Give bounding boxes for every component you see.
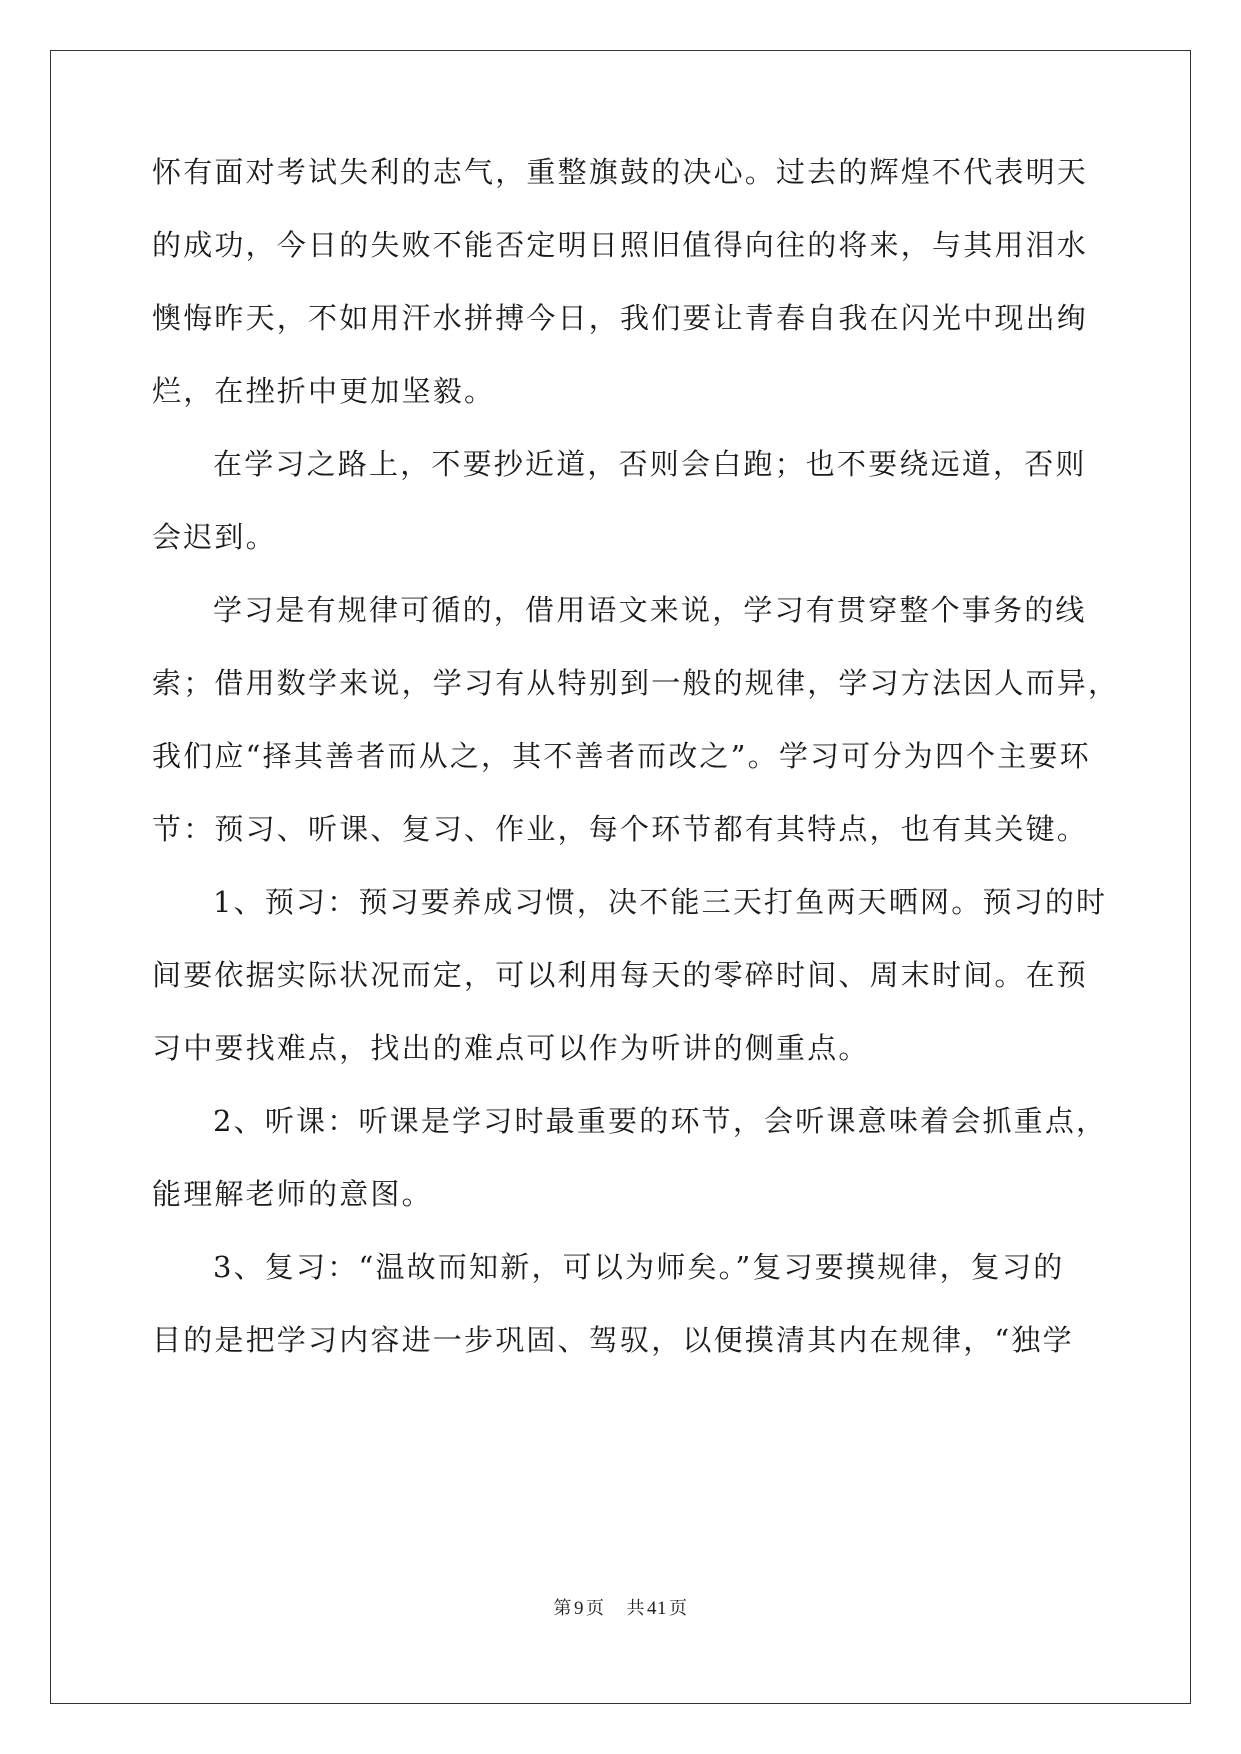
page-footer	[0, 1594, 1241, 1620]
total-suffix: 页	[669, 1598, 688, 1619]
text-line: 会迟到。	[152, 520, 277, 554]
text-line: 的成功，今日的失败不能否定明日照旧值得向往的将来，与其用泪水	[152, 228, 1089, 262]
text-line: 能理解老师的意图。	[152, 1177, 433, 1211]
text-line: 怀有面对考试失利的志气，重整旗鼓的决心。过去的辉煌不代表明天	[152, 155, 1089, 189]
paragraph-first-line: 1、预习：预习要养成习惯，决不能三天打鱼两天晒网。预习的时	[213, 885, 1108, 919]
text-line: 我们应“择其善者而从之，其不善者而改之”。学习可分为四个主要环	[152, 739, 1091, 773]
paragraph-first-line: 在学习之路上，不要抄近道，否则会白跑；也不要绕远道，否则	[213, 447, 1087, 481]
page-suffix: 页	[586, 1598, 605, 1619]
text-line: 索；借用数学来说，学习有从特别到一般的规律，学习方法因人而异，	[152, 666, 1120, 700]
paragraph-first-line: 2、听课：听课是学习时最重要的环节，会听课意味着会抓重点，	[213, 1104, 1108, 1138]
page-prefix: 第	[553, 1598, 572, 1619]
text-line: 习中要找难点，找出的难点可以作为听讲的侧重点。	[152, 1031, 870, 1065]
text-line: 节：预习、听课、复习、作业，每个环节都有其特点，也有其关键。	[152, 812, 1089, 846]
text-line: 目的是把学习内容进一步巩固、驾驭，以便摸清其内在规律，“独学	[152, 1323, 1074, 1357]
text-line: 懊悔昨天，不如用汗水拼搏今日，我们要让青春自我在闪光中现出绚	[152, 301, 1089, 335]
paragraph-first-line: 学习是有规律可循的，借用语文来说，学习有贯穿整个事务的线	[213, 593, 1087, 627]
page-number: 9	[574, 1598, 584, 1619]
total-prefix: 共	[626, 1598, 645, 1619]
total-pages: 41	[647, 1598, 667, 1619]
text-line: 烂，在挫折中更加坚毅。	[152, 374, 496, 408]
paragraph-first-line: 3、复习：“温故而知新，可以为师矣。”复习要摸规律，复习的	[213, 1250, 1065, 1284]
text-line: 间要依据实际状况而定，可以利用每天的零碎时间、周末时间。在预	[152, 958, 1089, 992]
